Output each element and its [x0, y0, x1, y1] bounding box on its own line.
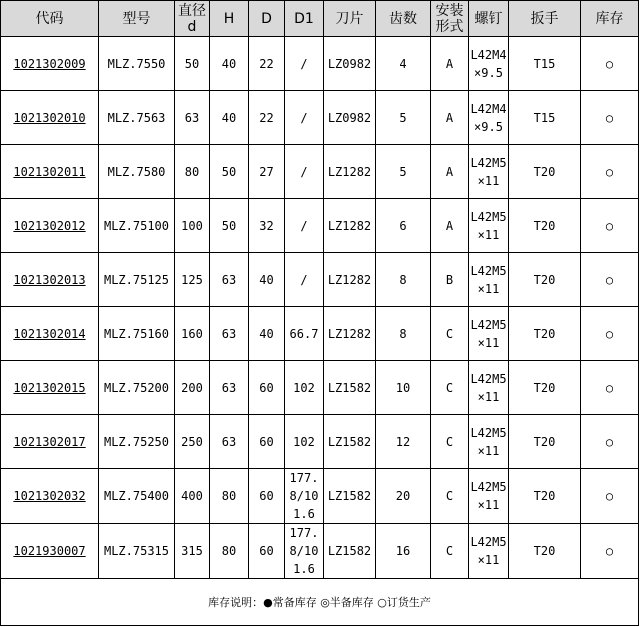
cell-wrench: T20 [509, 199, 581, 253]
cell-d: 27 [249, 145, 285, 199]
cell-d: 22 [249, 91, 285, 145]
cell-code[interactable]: 1021302017 [1, 415, 99, 469]
cell-screw: L42M5×11 [469, 253, 509, 307]
cell-mount: C [431, 415, 469, 469]
table-row [1, 307, 639, 361]
cell-stock: ○ [581, 307, 639, 361]
cell-teeth: 10 [376, 361, 431, 415]
cell-teeth: 5 [376, 91, 431, 145]
cell-wrench: T20 [509, 145, 581, 199]
cell-screw: L42M5×11 [469, 145, 509, 199]
header-diameter: 直径d [175, 1, 210, 37]
cell-teeth: 6 [376, 199, 431, 253]
cell-d1: / [285, 37, 324, 91]
cell-code[interactable]: 1021302014 [1, 307, 99, 361]
cell-model: MLZ.75315 [99, 524, 175, 579]
cell-screw: L42M5×11 [469, 361, 509, 415]
header-screw: 螺钉 [469, 1, 509, 37]
cell-diameter: 50 [175, 37, 210, 91]
cell-d1: 102 [285, 361, 324, 415]
cell-teeth: 8 [376, 307, 431, 361]
cell-diameter: 80 [175, 145, 210, 199]
cell-code[interactable]: 1021302015 [1, 361, 99, 415]
table-row [1, 524, 639, 579]
cell-code[interactable]: 1021302013 [1, 253, 99, 307]
cell-h: 80 [210, 469, 249, 524]
header-blade: 刀片 [324, 1, 376, 37]
header-teeth: 齿数 [376, 1, 431, 37]
cell-screw: L42M5×11 [469, 415, 509, 469]
cell-mount: C [431, 524, 469, 579]
cell-stock: ○ [581, 199, 639, 253]
cell-mount: C [431, 361, 469, 415]
cell-model: MLZ.75100 [99, 199, 175, 253]
cell-d: 40 [249, 253, 285, 307]
cell-blade: LZ0982 [324, 37, 376, 91]
table-footer-row [1, 579, 639, 626]
cell-wrench: T20 [509, 253, 581, 307]
cell-d: 60 [249, 415, 285, 469]
cell-blade: LZ1582 [324, 524, 376, 579]
cell-screw: L42M5×11 [469, 199, 509, 253]
cell-screw: L42M5×11 [469, 307, 509, 361]
cell-mount: B [431, 253, 469, 307]
table-row [1, 361, 639, 415]
cell-teeth: 20 [376, 469, 431, 524]
cell-mount: A [431, 91, 469, 145]
cell-blade: LZ1282 [324, 145, 376, 199]
cell-blade: LZ1582 [324, 415, 376, 469]
cell-d1: 177.8/101.6 [285, 524, 324, 579]
cell-stock: ○ [581, 91, 639, 145]
cell-diameter: 100 [175, 199, 210, 253]
table-row [1, 469, 639, 524]
cell-model: MLZ.7550 [99, 37, 175, 91]
cell-d1: / [285, 199, 324, 253]
cell-code[interactable]: 1021302011 [1, 145, 99, 199]
cell-code[interactable]: 1021302010 [1, 91, 99, 145]
cell-model: MLZ.75200 [99, 361, 175, 415]
cell-wrench: T20 [509, 307, 581, 361]
cell-h: 80 [210, 524, 249, 579]
table-row [1, 37, 639, 91]
table-body [1, 37, 639, 579]
cell-stock: ○ [581, 253, 639, 307]
cell-diameter: 160 [175, 307, 210, 361]
cell-code[interactable]: 1021930007 [1, 524, 99, 579]
cell-wrench: T20 [509, 469, 581, 524]
cell-h: 63 [210, 307, 249, 361]
cell-model: MLZ.75125 [99, 253, 175, 307]
cell-diameter: 63 [175, 91, 210, 145]
cell-h: 50 [210, 145, 249, 199]
cell-d: 60 [249, 524, 285, 579]
cell-d: 22 [249, 37, 285, 91]
header-d: D [249, 1, 285, 37]
cell-blade: LZ1582 [324, 361, 376, 415]
table-row [1, 91, 639, 145]
cell-blade: LZ1282 [324, 199, 376, 253]
cell-stock: ○ [581, 37, 639, 91]
cell-mount: C [431, 307, 469, 361]
cell-d1: / [285, 253, 324, 307]
cell-mount: A [431, 199, 469, 253]
cell-blade: LZ0982 [324, 91, 376, 145]
cell-stock: ○ [581, 415, 639, 469]
cell-d1: / [285, 145, 324, 199]
cell-diameter: 250 [175, 415, 210, 469]
cell-diameter: 315 [175, 524, 210, 579]
cell-stock: ○ [581, 524, 639, 579]
cell-wrench: T20 [509, 415, 581, 469]
cell-blade: LZ1582 [324, 469, 376, 524]
cell-teeth: 4 [376, 37, 431, 91]
cell-d1: / [285, 91, 324, 145]
cell-h: 63 [210, 253, 249, 307]
cell-h: 63 [210, 415, 249, 469]
cell-teeth: 16 [376, 524, 431, 579]
cell-screw: L42M5×11 [469, 469, 509, 524]
cell-stock: ○ [581, 145, 639, 199]
cell-model: MLZ.75160 [99, 307, 175, 361]
cell-h: 40 [210, 91, 249, 145]
cell-screw: L42M4×9.5 [469, 91, 509, 145]
table-row [1, 253, 639, 307]
cell-model: MLZ.7580 [99, 145, 175, 199]
table-header-row [1, 1, 639, 37]
cell-model: MLZ.75400 [99, 469, 175, 524]
header-model: 型号 [99, 1, 175, 37]
cell-wrench: T15 [509, 91, 581, 145]
cell-code[interactable]: 1021302009 [1, 37, 99, 91]
cell-stock: ○ [581, 469, 639, 524]
cell-d: 40 [249, 307, 285, 361]
cell-model: MLZ.7563 [99, 91, 175, 145]
cell-d: 60 [249, 469, 285, 524]
stock-legend: 库存说明：●常备库存 ◎半备库存 ○订货生产 [1, 579, 639, 626]
table-row [1, 145, 639, 199]
header-mount: 安装形式 [431, 1, 469, 37]
cell-diameter: 400 [175, 469, 210, 524]
cell-d: 60 [249, 361, 285, 415]
table-row [1, 199, 639, 253]
cell-code[interactable]: 1021302032 [1, 469, 99, 524]
cell-screw: L42M4×9.5 [469, 37, 509, 91]
header-d1: D1 [285, 1, 324, 37]
cell-wrench: T15 [509, 37, 581, 91]
cell-teeth: 5 [376, 145, 431, 199]
cell-screw: L42M5×11 [469, 524, 509, 579]
cell-mount: A [431, 37, 469, 91]
cell-d1: 177.8/101.6 [285, 469, 324, 524]
cell-blade: LZ1282 [324, 307, 376, 361]
cell-d: 32 [249, 199, 285, 253]
cell-diameter: 200 [175, 361, 210, 415]
cell-mount: C [431, 469, 469, 524]
cell-model: MLZ.75250 [99, 415, 175, 469]
header-code: 代码 [1, 1, 99, 37]
header-wrench: 扳手 [509, 1, 581, 37]
cell-d1: 102 [285, 415, 324, 469]
cell-wrench: T20 [509, 524, 581, 579]
header-stock: 库存 [581, 1, 639, 37]
table-row [1, 415, 639, 469]
cell-wrench: T20 [509, 361, 581, 415]
cell-teeth: 12 [376, 415, 431, 469]
cell-diameter: 125 [175, 253, 210, 307]
cell-h: 63 [210, 361, 249, 415]
cell-code[interactable]: 1021302012 [1, 199, 99, 253]
cell-h: 50 [210, 199, 249, 253]
cell-teeth: 8 [376, 253, 431, 307]
cell-blade: LZ1282 [324, 253, 376, 307]
cell-h: 40 [210, 37, 249, 91]
cell-mount: A [431, 145, 469, 199]
cell-stock: ○ [581, 361, 639, 415]
cell-d1: 66.7 [285, 307, 324, 361]
header-h: H [210, 1, 249, 37]
